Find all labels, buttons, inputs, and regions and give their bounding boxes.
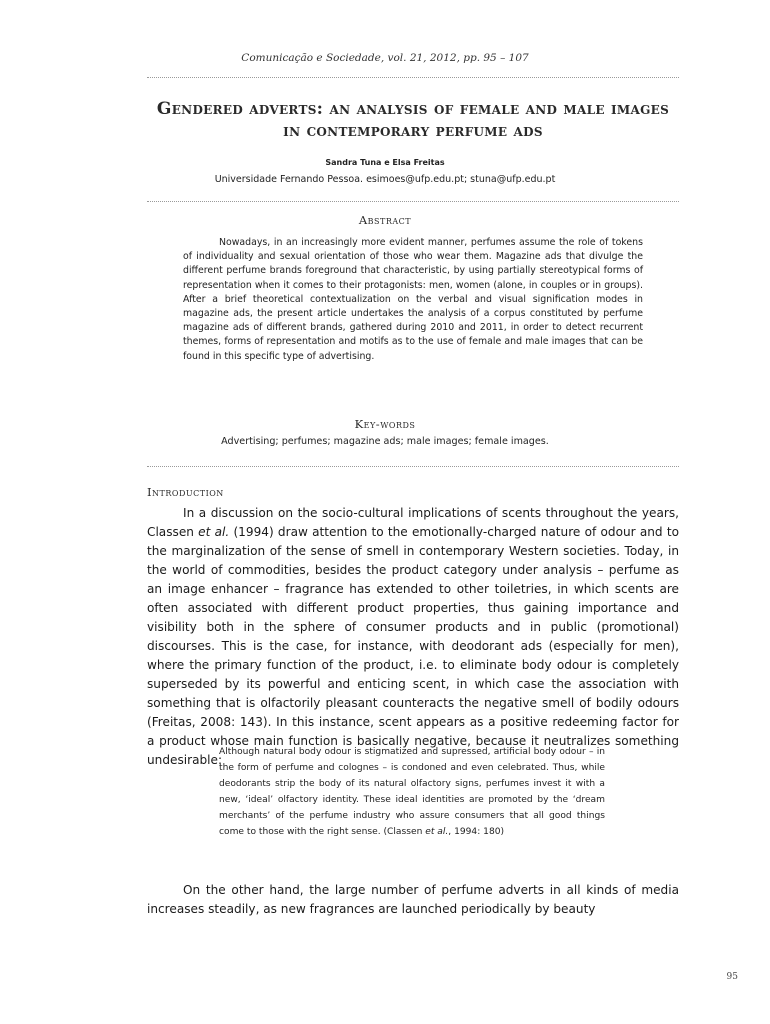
article-authors: Sandra Tuna e Elsa Freitas — [325, 158, 445, 167]
para1-text-b: (1994) draw attention to the emotionally-charged nature of odour and to the marginalization of the sense of smell in contemporary Western societies. Today, in the world of commodities, besides the product category under analysis – perfume as an image enhancer – fragrance has extended to other toiletries, in which scents are often associated with different product properties, thus gaining importance and visibility both in the sphere of consumer products and in public (promotional) discourses. This is the case, for instance, with deodorant ads (especially for men), where the primary function of the product, i.e. to eliminate body odour is completely superseded by its powerful and enticing scent, in which case the association with something that is olfactorily pleasant counteracts the negative smell of bodily odours (Freitas, 2008: 143). In this instance, scent appears as a positive redeeming factor for a product whose main function is basically negative, because it neutralizes something undesirable: — [147, 525, 679, 767]
quote-etal: et al. — [425, 826, 449, 837]
para1-text-a: In a discussion on the socio-cultural implications of scents throughout the years, Classen — [147, 506, 679, 539]
abstract-heading: Abstract — [358, 213, 412, 227]
journal-header: Comunicação e Sociedade, vol. 21, 2012, pp. 95 – 107 — [241, 52, 529, 64]
block-quote — [219, 745, 605, 840]
page-number: 95 — [726, 972, 738, 982]
keywords-text: Advertising; perfumes; magazine ads; male images; female images. — [221, 436, 549, 447]
header-divider — [147, 77, 679, 78]
abstract-text: Nowadays, in an increasingly more evident manner, perfumes assume the role of tokens of individuality and sexual orientation of those who wear them. Magazine ads that divulge the different perfume brands foreground that characteristic, by using partially stereotypical forms of representation when it comes to their protagonists: men, women (alone, in couples or in groups). After a brief theoretical contextualization on the verbal and visual signification modes in magazine ads, the present article undertakes the analysis of a corpus constituted by perfume magazine ads of different brands, gathered during 2010 and 2011, in order to detect recurrent themes, forms of representation and motifs as to the use of female and male images that can be found in this specific type of advertising. — [183, 237, 643, 362]
keywords-divider — [147, 466, 679, 467]
article-affiliation: Universidade Fernando Pessoa. esimoes@ufp.edu.pt; stuna@ufp.edu.pt — [214, 174, 556, 185]
keywords-heading: Key-words — [354, 417, 416, 431]
title-divider — [147, 201, 679, 202]
quote-text-a: Although natural body odour is stigmatized and supressed, artificial body odour – in the form of perfume and colognes – is condoned and even celebrated. Thus, while deodorants strip the body of its natural olfactory signs, perfumes invest it with a new, ‘ideal’ olfactory identity. These ideal identities are promoted by the ‘dream merchants’ of the perfume industry who assure consumers that all good things come to those with the right sense. (Classen — [219, 747, 605, 837]
introduction-paragraph-2: On the other hand, the large number of perfume adverts in all kinds of media increases steadily, as new fragrances are launched periodically by beauty — [147, 883, 679, 916]
para1-etal: et al. — [198, 525, 230, 539]
introduction-paragraph-1 — [147, 504, 679, 770]
article-title: Gendered adverts: an analysis of female and male images in contemporary perfume ads — [156, 99, 670, 141]
introduction-heading: Introduction — [147, 485, 224, 499]
quote-text-b: , 1994: 180) — [448, 826, 505, 837]
